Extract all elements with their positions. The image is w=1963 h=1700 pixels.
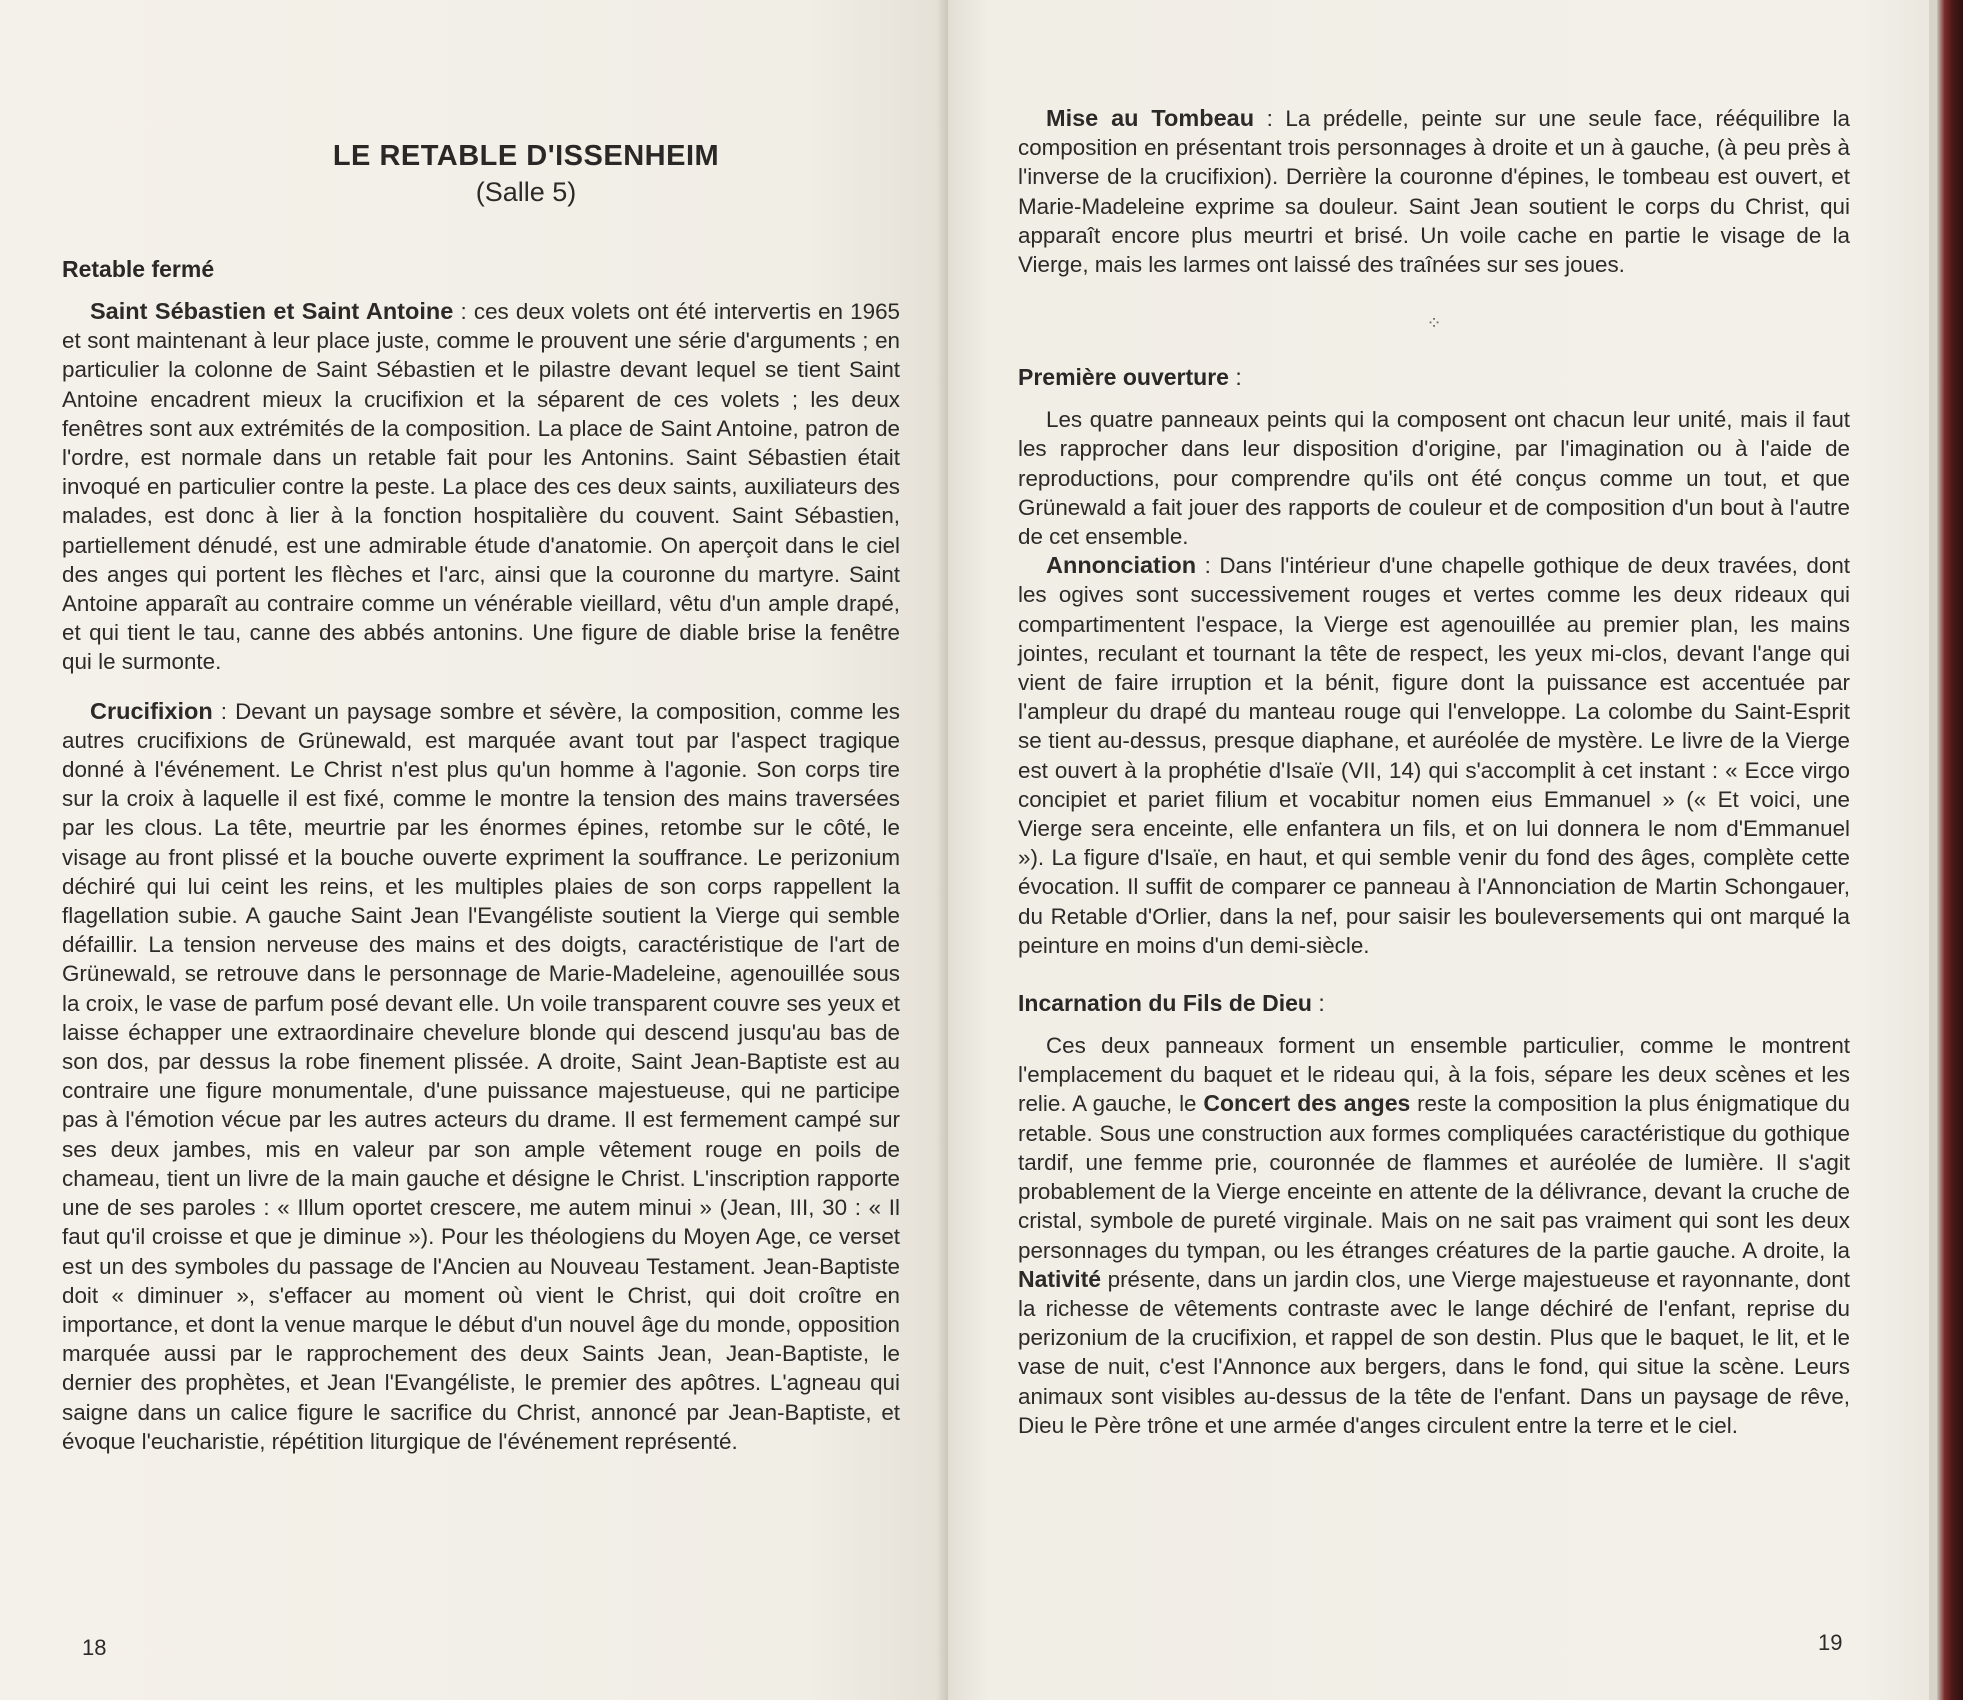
paragraph-lead: Mise au Tombeau [1046, 105, 1255, 131]
page-number-right: 19 [1818, 1630, 1843, 1655]
separator-asterism: ⁘ [1426, 313, 1442, 334]
paragraph-text: : Dans l'intérieur d'une chapelle gothique de deux travées, dont les ogives sont successivement rouges et vertes comme les deux rideaux qui compartimentent l'espace, la Vierge est agenouillée au premier plan, les mains jointes, reculant et tournant la tête de respect, les yeux mi-clos, devant l'ange qui vient de faire irruption et la bénit, figure dont la puissance est accentuée par l'ampleur du drapé du manteau rouge qui l'enveloppe. La colombe du Saint-Esprit se tient au-dessus, presque diaphane, et auréolée de mystère. Le livre de la Vierge est ouvert à la prophétie d'Isaïe (VII, 14) qui s'accomplit à cet instant : « Ecce virgo concipiet et pariet filium et vocabitur nomen eius Emmanuel » (« Et voici, une Vierge sera enceinte, elle enfantera un fils, et on lui donnera le nom d'Emmanuel »). La figure d'Isaïe, en haut, et qui semble venir du fond des âges, complète cette évocation. Il suffit de comparer ce panneau à l'Annonciation de Martin Schongauer, du Retable d'Orlier, dans la nef, pour saisir les bouleversements qui ont marqué la peinture en moins d'un demi-siècle. [1018, 553, 1850, 958]
paragraph-lead: Saint Sébastien et Saint Antoine [90, 298, 454, 324]
page-title: LE RETABLE D'ISSENHEIM [332, 140, 720, 172]
page-number-left: 18 [82, 1635, 107, 1660]
page-edge [1929, 0, 1937, 1700]
paragraph-text: : La prédelle, peinte sur une seule face, rééquilibre la composition en présentant trois personnages à droite et un à gauche, (à peu près à l'inverse de la crucifixion). Derrière la couronne d'épines, le tombeau est ouvert, et Marie-Madeleine exprime sa douleur. Saint Jean soutient le corps du Christ, qui apparaît encore plus meurtri et brisé. Un voile cache en partie le visage de la Vierge, mais les larmes ont laissé des traînées sur ses joues. [1018, 106, 1850, 278]
paragraph-annonciation [1018, 551, 1850, 960]
paragraph-text: présente, dans un jardin clos, une Vierge majestueuse et rayonnante, dont la richesse de vêtements contraste avec le lange déchiré de l'enfant, reprise du perizonium de la crucifixion, et rappel de son destin. Plus que le baquet, le lit, et le vase de nuit, c'est l'Annonce aux bergers, dans le fond, qui situe la scène. Leurs animaux sont visibles au-dessus de la tête de l'enfant. Dans un paysage de rêve, Dieu le Père trône et une armée d'anges circulent entre la terre et le ciel. [1018, 1266, 1850, 1438]
paragraph-text: Ces deux panneaux forment un ensemble particulier, comme le montrent l'emplacement du baquet et le rideau qui, à la fois, sépare les deux scènes et les relie. A gauche, le [1018, 1033, 1850, 1117]
left-column [62, 140, 900, 1456]
section-heading-colon: : [1228, 364, 1242, 391]
page-subtitle: (Salle 5) [475, 177, 577, 207]
section-heading-premiere-ouverture [1018, 364, 1850, 391]
right-column [1018, 104, 1850, 1440]
paragraph-lead: Crucifixion [90, 697, 213, 724]
section-heading-retable-ferme: Retable fermé [62, 256, 215, 282]
section-heading-incarnation [1018, 990, 1850, 1017]
paragraph-saint-sebastien [62, 297, 900, 677]
paragraph-text: reste la composition la plus énigmatique du retable. Sous une construction aux formes compliquées caractéristique du gothique tardif, une femme prie, couronnée de flammes et auréolée de lumière. Il s'agit probablement de la Vierge enceinte en attente de la délivrance, devant la cruche de cristal, symbole de pureté virginale. Mais on ne sait pas vraiment qui sont les deux personnages du tympan, ou les étranges créatures de la partie gauche. A droite, la [1018, 1091, 1851, 1263]
paragraph-crucifixion [62, 697, 900, 1456]
paragraph-text: : ces deux volets ont été intervertis en 1965 et sont maintenant à leur place juste, comme le prouvent une série d'arguments ; en particulier la colonne de Saint Sébastien et le pilastre devant lequel se tient Saint Antoine encadrent mieux la crucifixion et la séparent de ces volets ; les deux fenêtres sont aux extrémités de la composition. La place de Saint Antoine, patron de l'ordre, est normale dans un retable fait pour les Antonins. Saint Sébastien était invoqué en particulier contre la peste. La place des ces deux saints, auxiliateurs des malades, est donc à lier à la fonction hospitalière du couvent. Saint Sébastien, partiellement dénudé, est une admirable étude d'anatomie. On aperçoit dans le ciel des anges qui portent les flèches et l'arc, ainsi que la couronne du martyre. Saint Antoine apparaît au contraire comme un vénérable vieillard, vêtu d'un ample drapé, et qui tient le tau, canne des abbés antonins. Une figure de diable brise la fenêtre qui le surmonte. [62, 299, 900, 675]
paragraph-text: : Devant un paysage sombre et sévère, la composition, comme les autres crucifixions de Grünewald, est marquée avant tout par l'aspect tragique donné à l'événement. Le Christ n'est plus qu'un homme à l'agonie. Son corps tire sur la croix à laquelle il est fixé, comme le montre la tension des mains traversées par les clous. La tête, meurtrie par les énormes épines, retombe sur le côté, le visage au front plissé et la bouche ouverte expriment la souffrance. Le perizonium déchiré qui lui ceint les reins, et les multiples plaies de son corps rappellent la flagellation subie. A gauche Saint Jean l'Evangéliste soutient la Vierge qui semble défaillir. La tension nerveuse des mains et des doigts, caractéristique de l'art de Grünewald, se retrouve dans le personnage de Marie-Madeleine, agenouillée sous la croix, le vase de parfum posé devant elle. Un voile transparent couvre ses yeux et laisse échapper une extraordinaire chevelure blonde qui descend jusqu'au bas de son dos, par dessus la robe finement plissée. A droite, Saint Jean-Baptiste est au contraire une figure monumentale, d'une puissance majestueuse, qui ne participe pas à l'émotion vécue par les autres acteurs du drame. Il est fermement campé sur ses deux jambes, mis en valeur par son ample vêtement rouge en poils de chameau, tient un livre de la main gauche et désigne le Christ. L'inscription rapporte une de ses paroles : « Illum oportet crescere, me autem minui » (Jean, III, 30 : « Il faut qu'il croisse et que je diminue »). Pour les théologiens du Moyen Age, ce verset est un des symboles du passage de l'Ancien au Nouveau Testament. Jean-Baptiste doit « diminuer », s'effacer au moment où vient le Christ, qui doit croître en importance, et dont la venue marque le début d'un nouvel âge du monde, opposition marquée aussi par le rapprochement des deux Saints Jean, Jean-Baptiste, le dernier des prophètes, et Jean l'Evangéliste, le premier des apôtres. L'agneau qui saigne dans un calice figure le sacrifice du Christ, annoncé par Jean-Baptiste, et évoque l'eucharistie, répétition liturgique de l'événement représenté. [62, 698, 900, 1454]
paragraph-quatre-panneaux: Les quatre panneaux peints qui la composent ont chacun leur unité, mais il faut les rapprocher dans leur disposition d'origine, par l'imagination ou à l'aide de reproductions, pour comprendre qu'ils ont été conçus comme un tout, et que Grünewald a fait jouer des rapports de couleur et de composition d'un bout à l'autre de cet ensemble. [1018, 407, 1850, 550]
section-heading-text: Incarnation du Fils de Dieu [1018, 990, 1312, 1017]
book-cover-edge [1937, 0, 1963, 1700]
bold-term-concert-des-anges: Concert des anges [1203, 1090, 1411, 1117]
paragraph-incarnation [1018, 1031, 1850, 1440]
bold-term-nativite: Nativité [1018, 1265, 1102, 1292]
section-heading-text: Première ouverture [1018, 364, 1229, 391]
paragraph-lead: Annonciation [1046, 552, 1197, 579]
paragraph-mise-au-tombeau [1018, 104, 1850, 279]
section-heading-colon: : [1311, 990, 1325, 1017]
left-page [0, 0, 948, 1700]
